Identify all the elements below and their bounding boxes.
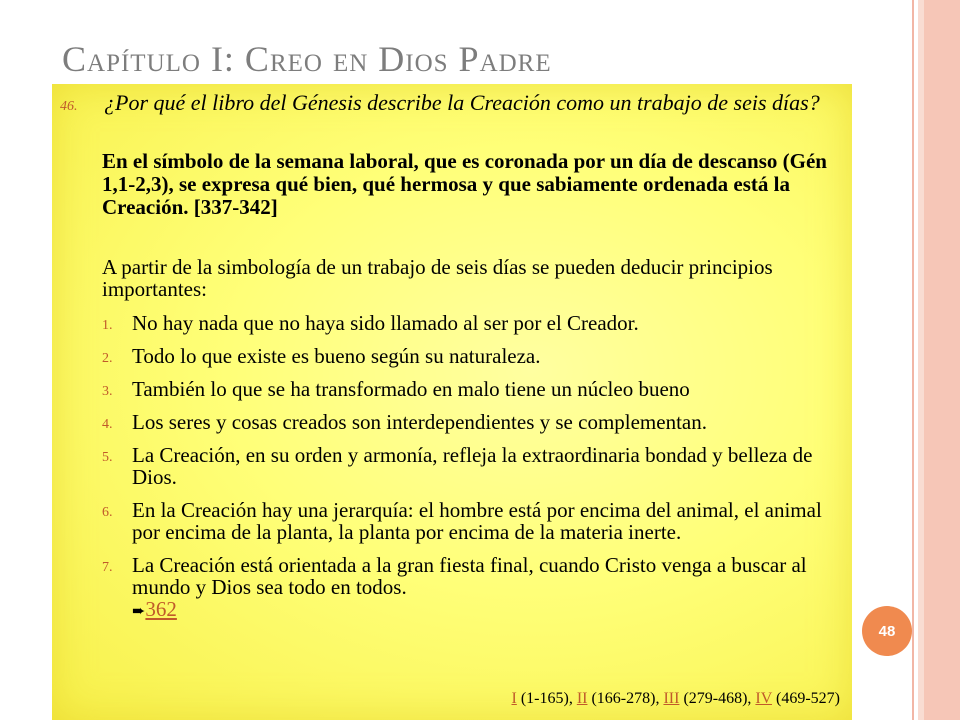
reference-link[interactable]: 362 <box>145 597 177 621</box>
list-item: 1. No hay nada que no haya sido llamado al ser por el Creador. <box>102 311 639 335</box>
answer-text: En el símbolo de la semana laboral, que es coronada por un día de descanso (Gén 1,1-2,3), se expresa qué bien, qué hermosa y que sabiamente ordenada está la Creación. [337-342] <box>102 149 827 219</box>
list-item: 3. También lo que se ha transformado en malo tiene un núcleo bueno <box>102 377 690 401</box>
section-link-i[interactable]: I <box>511 690 517 707</box>
section-index: I (1-165), II (166-278), III (279-468), IV (469-527) <box>511 690 840 707</box>
page-number-badge: 48 <box>862 606 912 656</box>
list-item: 5. La Creación, en su orden y armonía, refleja la extraordinaria bondad y belleza de Dios. <box>102 443 813 489</box>
list-item: 2. Todo lo que existe es bueno según su naturaleza. <box>102 344 541 368</box>
slide-title: Capítulo I: Creo en Dios Padre <box>62 39 552 79</box>
list-item: 4. Los seres y cosas creados son interdependientes y se complementan. <box>102 410 707 434</box>
list-item: 6. En la Creación hay una jerarquía: el hombre está por encima del animal, el animal por encima de la planta, la planta por encima de la materia inerte. <box>102 498 822 544</box>
section-link-ii[interactable]: II <box>576 690 588 707</box>
section-link-iii[interactable]: III <box>663 690 680 707</box>
section-link-iv[interactable]: IV <box>755 690 773 707</box>
question <box>60 92 830 114</box>
decorative-band <box>924 0 960 720</box>
arrow-icon: ➨ <box>132 603 146 620</box>
intro-text: A partir de la simbología de un trabajo de seis días se pueden deducir principios importantes: <box>102 255 773 301</box>
question-text: ¿Por qué el libro del Génesis describe la Creación como un trabajo de seis días? <box>104 90 820 115</box>
question-number: 46. <box>60 99 78 114</box>
content-panel <box>52 84 852 720</box>
principles-list <box>102 312 842 623</box>
decorative-line <box>912 0 914 720</box>
list-item: 7. La Creación está orientada a la gran fiesta final, cuando Cristo venga a buscar al mundo y Dios sea todo en todos. ➨362 <box>102 553 807 621</box>
